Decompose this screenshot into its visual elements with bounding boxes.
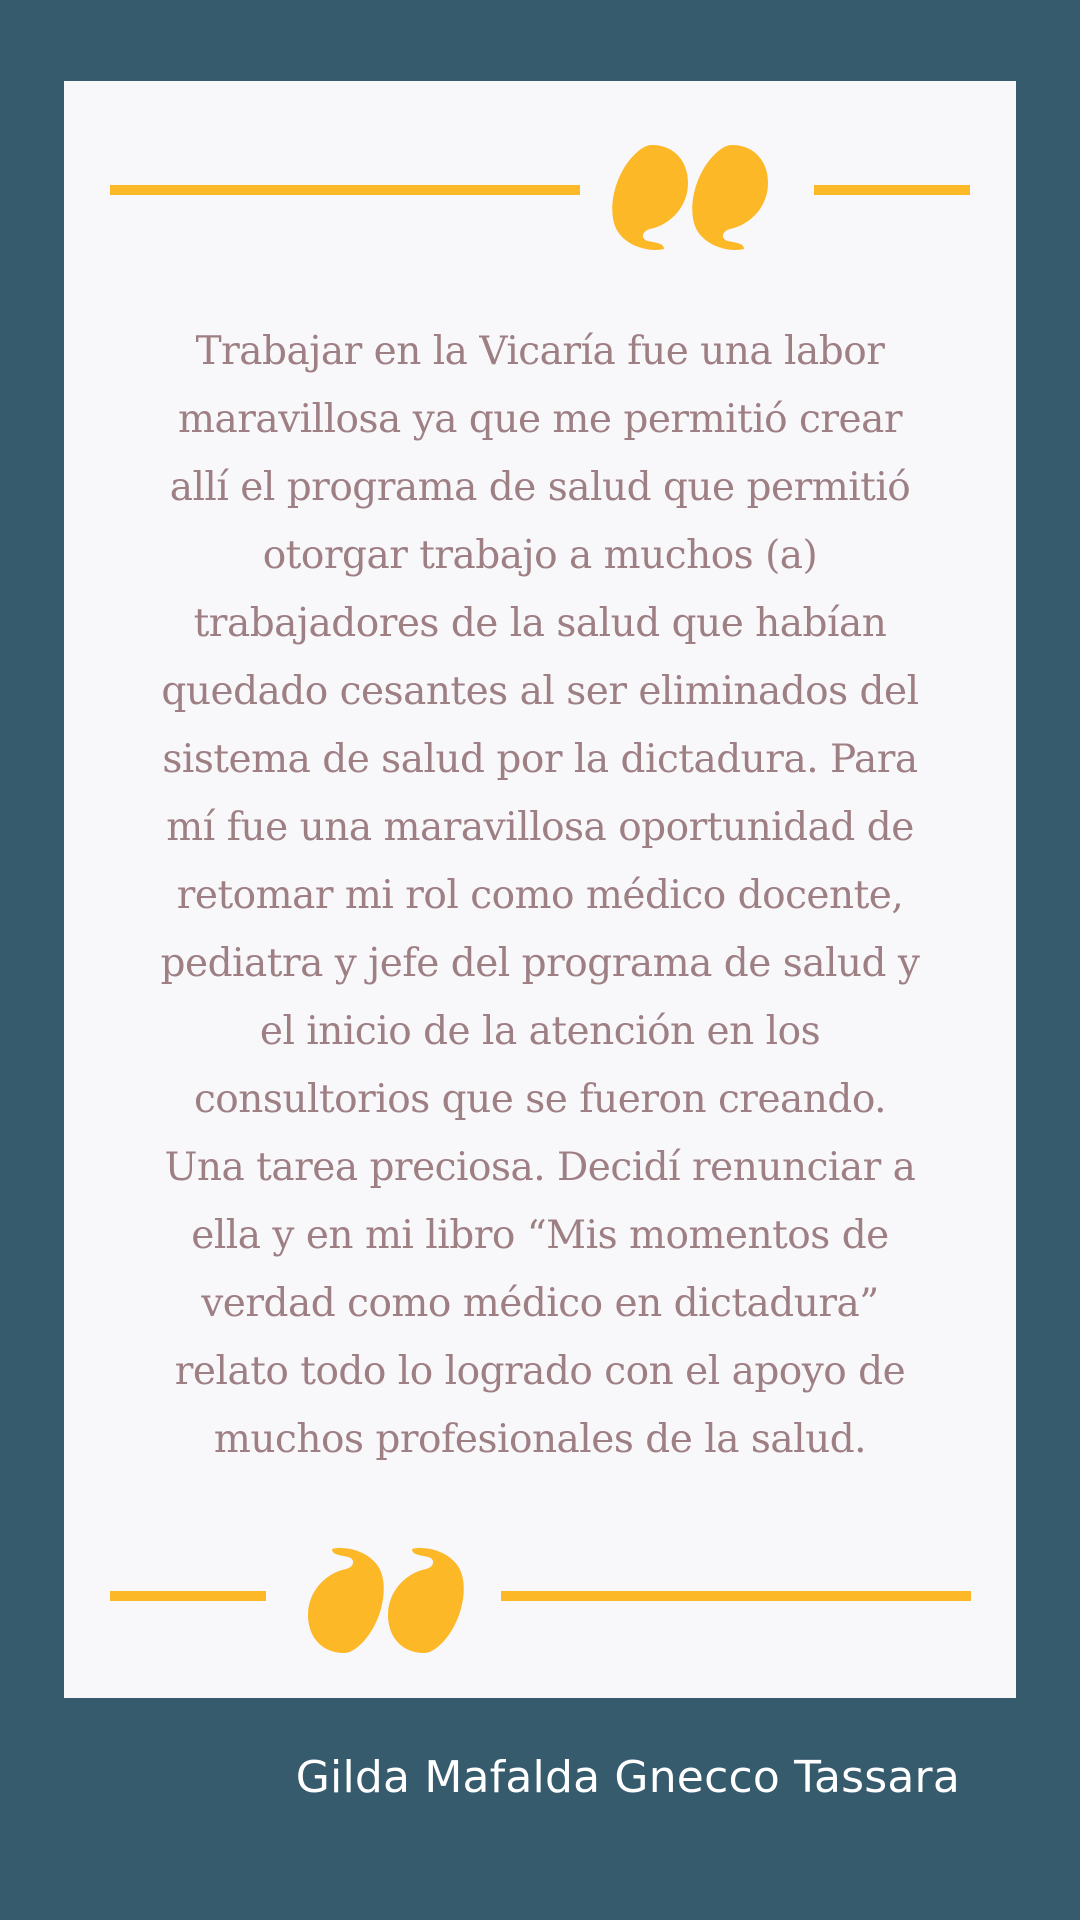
closing-quote-icon	[304, 1547, 464, 1657]
bottom-right-rule	[501, 1591, 971, 1601]
quote-card	[64, 81, 1016, 1698]
bottom-left-rule	[110, 1591, 266, 1601]
quote-text: Trabajar en la Vicaría fue una labor maravillosa ya que me permitió crear allí el programa de salud que permitió otorgar trabajo a muchos (a) trabajadores de la salud que habían quedado cesantes al ser eliminados del sistema de salud por la dictadura. Para mí fue una maravillosa oportunidad de retomar mi rol como médico docente, pediatra y jefe del programa de salud y el inicio de la atención en los consultorios que se fueron creando. Una tarea preciosa. Decidí renunciar a ella y en mi libro “Mis momentos de verdad como médico en dictadura” relato todo lo logrado con el apoyo de muchos profesionales de la salud.	[160, 329, 920, 1462]
top-right-rule	[814, 185, 970, 195]
opening-quote-icon	[612, 141, 772, 251]
top-left-rule	[110, 185, 580, 195]
author-name: Gilda Mafalda Gnecco Tassara	[295, 1752, 960, 1803]
